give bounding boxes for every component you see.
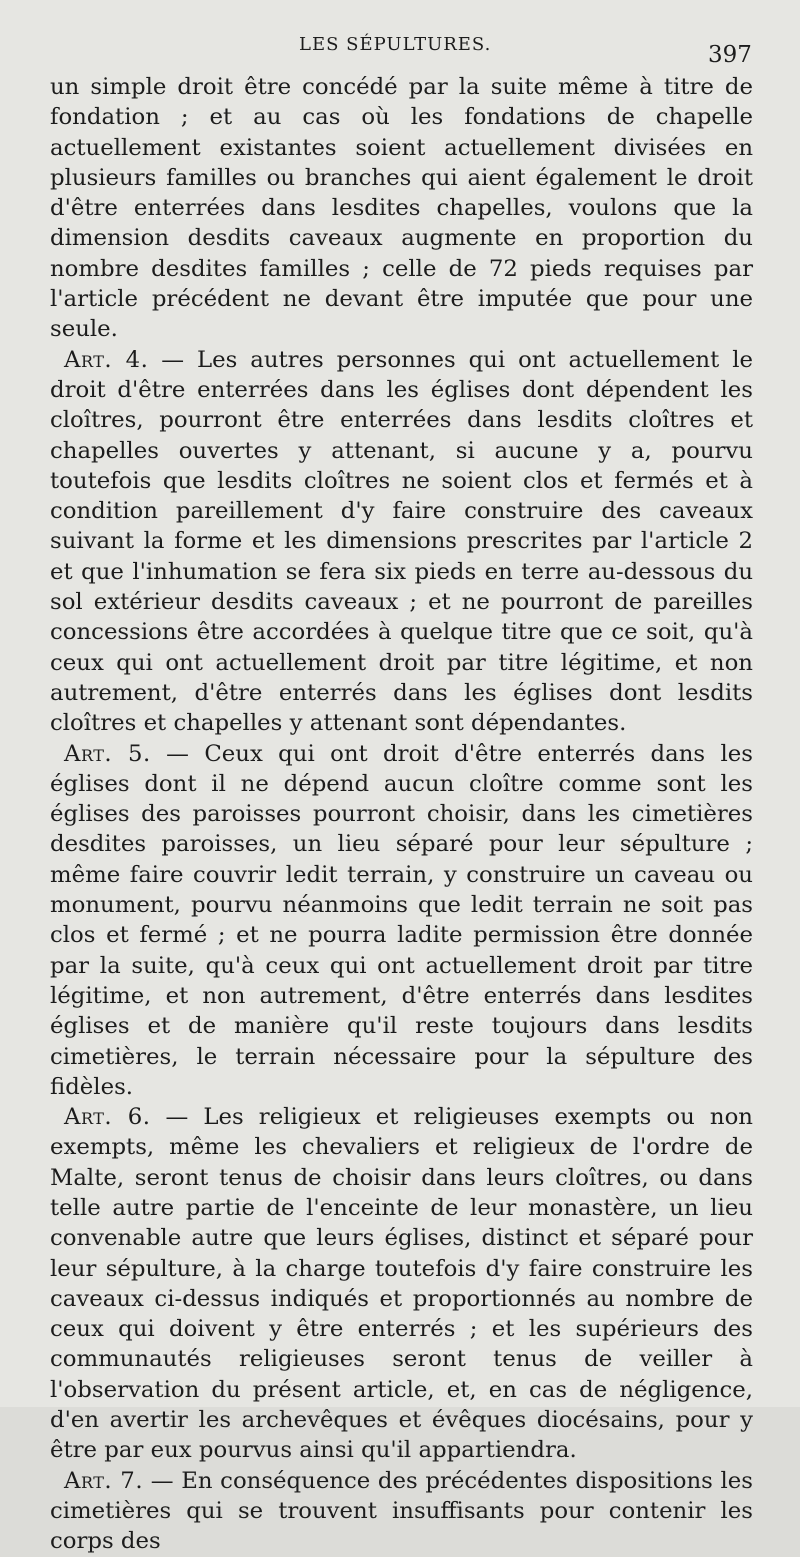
paragraph-article-7 <box>50 1466 753 1557</box>
paragraph-article-5 <box>50 739 753 1103</box>
running-header <box>0 30 800 70</box>
page-number: 397 <box>708 42 752 68</box>
paragraph-article-6 <box>50 1102 753 1466</box>
running-title: LES SÉPULTURES. <box>299 34 492 55</box>
paragraph-continuation <box>50 72 753 345</box>
paragraph-text: — Les religieux et religieuses exempts ou non exempts, même les chevaliers et religieux de l'ordre de Malte, seront tenus de choisir dans leurs cloîtres, ou dans telle autre partie de l'enceinte de leur monastère, un lieu convenable autre que leurs églises, distinct et séparé pour leur sépulture, à la charge toutefois d'y faire construire les caveaux ci-dessus indiqués et proportionnés au nombre de ceux qui doivent y être enterrés ; et les supérieurs des communautés religieuses seront tenus de veiller à l'observation du présent article, et, en cas de négligence, d'en avertir les archevêques et évêques diocésains, pour y être par eux pourvus ainsi qu'il appartiendra. <box>50 1104 753 1464</box>
article-label: Art. 4. <box>64 346 149 373</box>
article-label: Art. 7. <box>64 1467 144 1494</box>
paragraph-text: un simple droit être concédé par la suite même à titre de fondation ; et au cas où les fondations de chapelle actuellement existantes soient actuellement divisées en plusieurs familles ou branches qui aient également le droit d'être enterrées dans lesdites chapelles, voulons que la dimension desdits caveaux augmente en proportion du nombre desdites familles ; celle de 72 pieds requises par l'article précédent ne devant être imputée que pour une seule. <box>50 74 753 343</box>
body-text <box>50 72 753 1557</box>
paragraph-text: — Les autres personnes qui ont actuellement le droit d'être enterrées dans les églises dont dépendent les cloîtres, pourront être enterrées dans lesdits cloîtres et chapelles ouvertes y attenant, si aucune y a, pourvu toutefois que lesdits cloîtres ne soient clos et fermés et à condition pareillement d'y faire construire des caveaux suivant la forme et les dimensions prescrites par l'article 2 et que l'inhumation se fera six pieds en terre au-dessous du sol extérieur desdits caveaux ; et ne pourront de pareilles concessions être accordées à quelque titre que ce soit, qu'à ceux qui ont actuellement droit par titre légitime, et non autrement, d'être enterrés dans les églises dont lesdits cloîtres et chapelles y attenant sont dépendantes. <box>50 346 753 737</box>
paragraph-article-4 <box>50 345 753 739</box>
paragraph-text: — Ceux qui ont droit d'être enterrés dans les églises dont il ne dépend aucun cloître comme sont les églises des paroisses pourront choisir, dans les cimetières desdites paroisses, un lieu séparé pour leur sépulture ; même faire couvrir ledit terrain, y construire un caveau ou monument, pourvu néanmoins que ledit terrain ne soit pas clos et fermé ; et ne pourra ladite permission être donnée par la suite, qu'à ceux qui ont actuellement droit par titre légitime, et non autrement, d'être enterrés dans lesdites églises et de manière qu'il reste toujours dans lesdits cimetières, le terrain nécessaire pour la sépulture des fidèles. <box>50 740 753 1100</box>
article-label: Art. 5. <box>64 740 151 767</box>
paragraph-text: — En conséquence des précédentes dispositions les cimetières qui se trouvent insuffisants pour contenir les corps des <box>50 1467 753 1555</box>
article-label: Art. 6. <box>64 1104 151 1131</box>
